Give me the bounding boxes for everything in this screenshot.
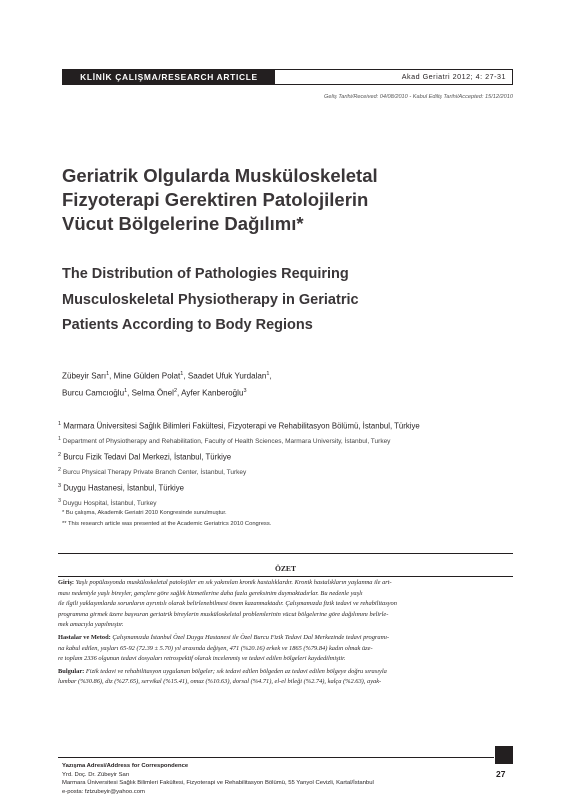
abstract-title: ÖZET	[274, 564, 297, 573]
abstract-text: Fizik tedavi ve rehabilitasyon uygulanan bölgeler; sık tedavi edilen bölgeden az tedavi edilen bölgeye doğru sırasıyla	[85, 667, 387, 675]
author-line	[62, 384, 272, 401]
affiliation-sup: 1	[58, 436, 62, 443]
abstract-line: mek amacıyla yapılmıştır.	[58, 621, 124, 629]
affiliation-sup: 2	[58, 451, 62, 458]
section-tag: KLİNİK ÇALIŞMA/RESEARCH ARTICLE	[63, 70, 275, 84]
affiliation-sup: 3	[58, 482, 62, 489]
author-sep: ,	[269, 371, 272, 381]
title-tr-line: Geriatrik Olgularda Musküloskeletal	[62, 165, 378, 186]
author-list	[62, 367, 272, 401]
affiliation-tr	[58, 480, 528, 495]
author-affil-sup: 1	[124, 388, 128, 395]
affiliation-sup: 1	[58, 421, 62, 427]
abstract-text: Yaşlı popülasyonda musküloskeletal patolojiler en sık yakınılan kronik hastalıklardır. Kronik hastalıkların yaşlanma ile art-	[75, 579, 392, 586]
abstract-paragraph	[58, 633, 516, 665]
author-name: Burcu Camcıoğlu	[62, 388, 125, 398]
author-sep: ,	[183, 371, 188, 381]
author-line	[62, 367, 272, 384]
affiliation-en	[58, 464, 528, 480]
author-sep: ,	[109, 371, 114, 381]
author-affil-sup: 3	[243, 388, 247, 395]
correspondence-heading: Yazışma Adresi/Address for Correspondence	[62, 763, 189, 769]
affiliation-text: Marmara Üniversitesi Sağlık Bilimleri Fakültesi, Fizyoterapi ve Rehabilitasyon Bölümü, İstanbul, Türkiye	[63, 421, 420, 431]
footnote: * Bu çalışma, Akademik Geriatri 2010 Kongresinde sunulmuştur.	[62, 510, 227, 516]
author-name: Ayfer Kanberoğlu	[181, 388, 244, 398]
affiliation-tr	[58, 418, 528, 433]
author-sep: ,	[177, 388, 182, 398]
title-turkish	[62, 164, 522, 236]
abstract-heading: Bulgular:	[58, 667, 85, 675]
abstract-line: ile ilgili yaklaşımlarda sorunların ayrıntılı olarak belirlenebilmesi önem kazanmaktadır. Çalışmamızda fizik tedavi ve rehabilitasyon	[58, 600, 397, 608]
author-affil-sup: 2	[173, 388, 178, 395]
abstract-divider	[58, 553, 513, 554]
page-corner-mark	[495, 746, 513, 764]
abstract-line: na kabul edilen, yaşları 65-92 (72.39 ± 5.70) yıl arasında değişen, 471 (%20.16) erkek ve 1865 (%79.84) kadın olmak üze-	[58, 644, 373, 652]
abstract-body	[58, 578, 516, 690]
affiliation-text: Duygu Hastanesi, İstanbul, Türkiye	[63, 483, 185, 493]
abstract-text: Çalışmamızda İstanbul Özel Duygu Hastanesi ile Özel Burcu Fizik Tedavi Dal Merkezinde tedavi programı-	[112, 633, 390, 641]
affiliation-text: Department of Physiotherapy and Rehabilitation, Faculty of Health Sciences, Marmara University, İstanbul, Turkey	[62, 438, 391, 446]
affiliation-text: Burcu Physical Therapy Private Branch Center, İstanbul, Turkey	[62, 469, 247, 476]
page-number: 27	[496, 769, 506, 779]
author-name: Mine Gülden Polat	[113, 371, 181, 381]
abstract-line: re toplam 2336 olgunun tedavi dosyaları retrospektif olarak incelenmiş ve tedavi edilen bölgeleri kaydedilmiştir.	[58, 655, 346, 663]
abstract-line: programına girmek üzere başvuran geriatrik bireylerin musküloskeletal problemlerinin vücut bölgelerine göre dağılımını belirle-	[58, 610, 389, 618]
abstract-paragraph	[58, 667, 516, 688]
correspondence-line: Yrd. Doç. Dr. Zübeyir Sarı	[62, 771, 130, 778]
abstract-line	[58, 578, 516, 589]
abstract-divider	[58, 576, 513, 577]
author-name: Zübeyir Sarı	[62, 371, 107, 381]
author-name: Saadet Ufuk Yurdalan	[187, 371, 267, 381]
correspondence-email[interactable]: e-posta: fztzubeyir@yahoo.com	[62, 788, 145, 795]
affiliation-list	[58, 418, 528, 510]
affiliation-tr	[58, 449, 528, 464]
abstract-heading: Giriş:	[58, 579, 74, 586]
abstract-paragraph	[58, 578, 516, 631]
title-en-line: Musculoskeletal Physiotherapy in Geriatric	[62, 291, 359, 308]
author-name: Selma Önel	[131, 388, 174, 398]
abstract-heading: Hastalar ve Metod:	[58, 633, 111, 641]
author-affil-sup: 1	[266, 371, 270, 377]
title-tr-line: Fizyoterapi Gerektiren Patolojilerin	[62, 189, 369, 210]
affiliation-text: Duygu Hospital, İstanbul, Turkey	[62, 499, 157, 507]
author-affil-sup: 1	[106, 371, 110, 377]
author-sep: ,	[127, 388, 132, 398]
received-accepted-dates: Geliş Tarihi/Received: 04/08/2010 - Kabul Ediliş Tarihi/Accepted: 15/12/2010	[324, 94, 513, 100]
affiliation-sup: 2	[58, 466, 62, 473]
affiliation-text: Burcu Fizik Tedavi Dal Merkezi, İstanbul, Türkiye	[63, 452, 232, 462]
abstract-line: lumbar (%30.86), diz (%27.65), servikal (%15.41), omuz (%10.63), dorsal (%4.71), el-el bileği (%2.74), kalça (%2.63), ayak-	[58, 678, 382, 686]
abstract-line	[58, 667, 516, 678]
header-bar	[62, 69, 513, 85]
abstract-line: ması nedeniyle yaşlı bireyler, gençlere göre sağlık hizmetlerine daha fazla gereksinim duymaktadırlar. Bu nedenle yaşlı	[58, 589, 363, 597]
title-en-line: Patients According to Body Regions	[62, 317, 313, 333]
title-en-line: The Distribution of Pathologies Requiring	[62, 266, 349, 282]
correspondence-footer	[62, 762, 374, 796]
author-affil-sup: 1	[180, 371, 184, 377]
abstract-line	[58, 633, 516, 644]
correspondence-line: Marmara Üniversitesi Sağlık Bilimleri Fakültesi, Fizyoterapi ve Rehabilitasyon Bölümü, 55 Yanyol Cevizli, Kartal/İstanbul	[62, 780, 374, 787]
affiliation-en	[58, 433, 528, 449]
footnote: ** This research article was presented at the Academic Geriatrics 2010 Congress.	[62, 521, 272, 527]
affiliation-sup: 3	[58, 497, 62, 504]
footnotes	[62, 508, 271, 530]
journal-reference: Akad Geriatri 2012; 4: 27-31	[401, 72, 506, 81]
footer-divider	[58, 757, 494, 758]
title-english	[62, 262, 532, 339]
title-tr-line: Vücut Bölgelerine Dağılımı*	[62, 213, 304, 234]
